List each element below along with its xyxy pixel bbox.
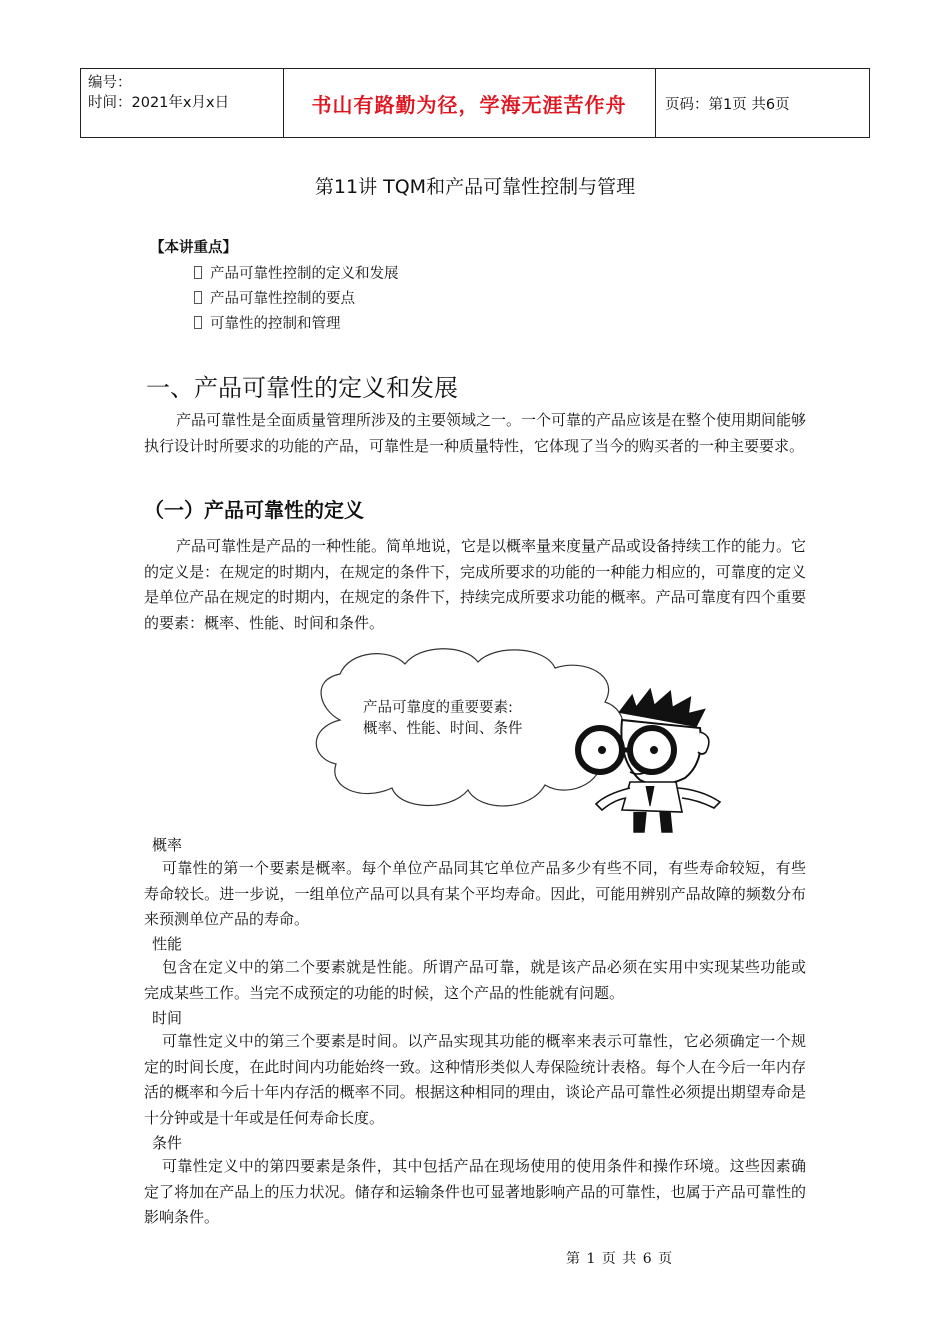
- page-footer: 第 1 页 共 6 页: [566, 1251, 674, 1267]
- element-term: 条件: [152, 1134, 183, 1152]
- time-label: 时间：2021年x月x日: [88, 95, 230, 111]
- key-point-item: 产品可靠性控制的定义和发展: [194, 262, 399, 283]
- bullet-box-icon: [194, 291, 202, 304]
- bullet-box-icon: [194, 316, 202, 329]
- key-points-heading: 【本讲重点】: [150, 240, 237, 256]
- section-intro: 产品可靠性是全面质量管理所涉及的主要领域之一。一个可靠的产品应该是在整个使用期间能够执行设计时所要求的功能的产品，可靠性是一种质量特性，它体现了当今的购买者的一种主要要求。: [144, 411, 807, 455]
- element-term: 时间: [152, 1009, 183, 1027]
- element-paragraph: 可靠性定义中的第三个要素是时间。以产品实现其功能的概率来表示可靠性，它必须确定一个规定的时间长度，在此时间内功能始终一致。这种情形类似人寿保险统计表格。每个人在今后一年内存活的概率和今后十年内存活的概率不同。根据这种相同的理由，谈论产品可靠性必须提出期望寿命是十分钟或是十年或是任何寿命长度。: [144, 1032, 806, 1127]
- element-paragraph: 可靠性定义中的第四要素是条件，其中包括产品在现场使用的使用条件和操作环境。这些因素确定了将加在产品上的压力状况。储存和运输条件也可显著地影响产品的可靠性，也属于产品可靠性的影响条件。: [144, 1157, 806, 1226]
- cloud-heading: 产品可靠度的重要要素:: [363, 700, 513, 716]
- subsection-title: （一）产品可靠性的定义: [144, 498, 364, 522]
- element-paragraph: 可靠性的第一个要素是概率。每个单位产品同其它单位产品多少有些不同，有些寿命较短，有些寿命较长。进一步说，一组单位产品可以具有某个平均寿命。因此，可能用辨别产品故障的频数分布来预测单位产品的寿命。: [144, 859, 806, 928]
- section-title: 一、产品可靠性的定义和发展: [146, 374, 458, 402]
- header-page-info: 页码：第1页 共6页: [665, 97, 790, 113]
- key-point-item: 可靠性的控制和管理: [194, 312, 341, 333]
- element-paragraph: 包含在定义中的第二个要素就是性能。所谓产品可靠，就是该产品必须在实用中实现某些功能或完成某些工作。当完不成预定的功能的时候，这个产品的性能就有问题。: [144, 958, 806, 1002]
- header-meta: [88, 73, 229, 113]
- key-point-item: 产品可靠性控制的要点: [194, 287, 355, 308]
- header-motto: 书山有路勤为径，学海无涯苦作舟: [311, 92, 627, 117]
- lecture-title: 第11讲 TQM和产品可靠性控制与管理: [314, 176, 636, 198]
- element-term: 性能: [152, 935, 183, 953]
- bullet-box-icon: [194, 266, 202, 279]
- cloud-text: [363, 698, 523, 740]
- header-table: [80, 68, 870, 138]
- element-term: 概率: [152, 836, 183, 854]
- definition-paragraph: 产品可靠性是产品的一种性能。简单地说，它是以概率量来度量产品或设备持续工作的能力。它的定义是：在规定的时期内，在规定的条件下，完成所要求的功能的一种能力相应的，可靠度的定义是单位产品在规定的时期内，在规定的条件下，持续完成所要求功能的概率。产品可靠度有四个重要的要素：概率、性能、时间和条件。: [144, 537, 807, 632]
- cloud-elements: 概率、性能、时间、条件: [363, 721, 523, 737]
- number-label: 编号：: [88, 75, 132, 91]
- thought-cloud-illustration: [300, 640, 740, 840]
